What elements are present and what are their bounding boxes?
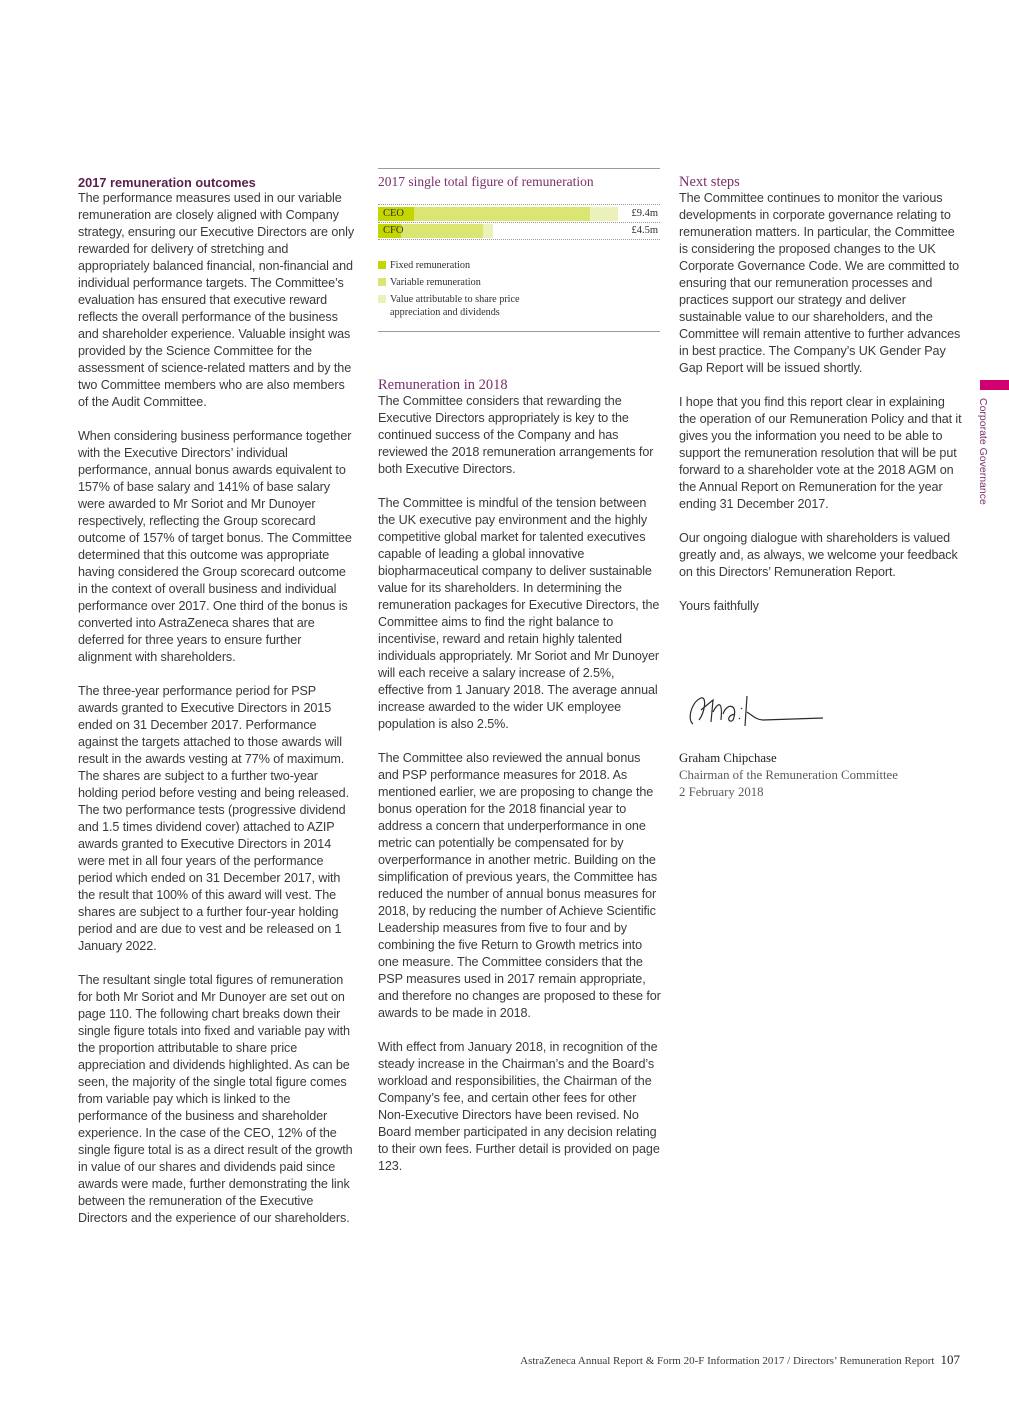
bar-ceo-series-1 bbox=[414, 207, 590, 221]
paragraph: The performance measures used in our variable remuneration are closely aligned with Company strategy, ensuring our Executive Directors are only rewarded for delivery of stretching and appropriately balanced financial, non-financial and individual performance targets. The Committee’s evaluation has ensured that executive reward reflects the overall performance of the business and shareholder experience. Valuable insight was provided by the Science Committee for the assessment of science-related matters and by the two Committee members who are also members of the Audit Committee. bbox=[78, 191, 355, 409]
legend-share-value bbox=[378, 293, 638, 321]
chart-row-ceo bbox=[378, 207, 660, 221]
section-heading-2017-outcomes: 2017 remuneration outcomes bbox=[78, 175, 256, 190]
bar-cfo-series-2 bbox=[483, 224, 493, 238]
paragraph: Yours faithfully bbox=[679, 599, 759, 613]
signer-date: 2 February 2018 bbox=[679, 785, 764, 799]
bar-cfo-series-1 bbox=[401, 224, 483, 238]
chart-dotted-line bbox=[378, 222, 660, 223]
section-side-label: Corporate Governance bbox=[977, 398, 989, 505]
legend-label: Variable remuneration bbox=[390, 277, 481, 288]
section-tab-marker bbox=[980, 380, 1009, 390]
paragraph: The resultant single total figures of remuneration for both Mr Soriot and Mr Dunoyer are set out on page 110. The following chart breaks down their single figure totals into fixed and variable pay with the proportion attributable to share price appreciation and dividends highlighted. As can be seen, the majority of the single total figure comes from variable pay which is linked to the performance of the business and shareholder experience. In the case of the CEO, 12% of the single figure total is as a direct result of the growth in value of our shares and dividends paid since awards were made, further demonstrating the link between the remuneration of the Executive Directors and the experience of our shareholders. bbox=[78, 973, 353, 1225]
legend-label: Value attributable to share price appreciation and dividends bbox=[390, 294, 520, 318]
legend-swatch bbox=[378, 295, 386, 303]
signer-name: Graham Chipchase bbox=[679, 751, 777, 765]
row-value: £9.4m bbox=[631, 208, 658, 219]
section-heading-remuneration-2018: Remuneration in 2018 bbox=[378, 377, 508, 393]
paragraph: I hope that you find this report clear in explaining the operation of our Remuneration Policy and that it gives you the information you need to be able to support the remuneration resolution that will be put forward to a shareholder vote at the 2018 AGM on the Annual Report on Remuneration for the year ending 31 December 2017. bbox=[679, 395, 962, 511]
paragraph: The Committee also reviewed the annual bonus and PSP performance measures for 2018. As mentioned earlier, we are proposing to change the bonus operation for the 2018 financial year to address a concern that underperformance in one metric can potentially be compensated for by overperformance in another metric. Building on the simplification of previous years, the Committee has reduced the number of annual bonus measures for 2018, by reducing the number of Achieve Scientific Leadership measures from five to four and by combining the five Return to Growth metrics into one measure. The Committee considers that the PSP measures used in 2017 remain appropriate, and therefore no changes are proposed to these for awards to be made in 2018. bbox=[378, 751, 661, 1020]
paragraph: With effect from January 2018, in recognition of the steady increase in the Chairman’s and the Board’s workload and responsibilities, the Chairman of the Company’s fee, and certain other fees for other Non-Executive Directors have been revised. No Board member participated in any decision relating to their own fees. Further detail is provided on page 123. bbox=[378, 1040, 660, 1173]
bar-ceo-series-2 bbox=[590, 207, 618, 221]
column-1-body bbox=[78, 190, 358, 1244]
legend-swatch bbox=[378, 278, 386, 286]
page-number: 107 bbox=[940, 1352, 960, 1367]
row-label: CFO bbox=[383, 225, 404, 236]
row-value: £4.5m bbox=[631, 225, 658, 236]
footer-text: AstraZeneca Annual Report & Form 20-F Information 2017 / Directors’ Remuneration Report bbox=[520, 1355, 935, 1367]
signer-title: Chairman of the Remuneration Committee bbox=[679, 768, 898, 782]
page-footer bbox=[440, 1352, 960, 1368]
paragraph: The Committee is mindful of the tension between the UK executive pay environment and the highly competitive global market for talented executives capable of leading a global innovative biopharmaceutical company to deliver sustainable value for its shareholders. In determining the remuneration packages for Executive Directors, the Committee aims to find the right balance to incentivise, reward and retain highly talented individuals appropriately. Mr Soriot and Mr Dunoyer will each receive a salary increase of 2.5%, effective from 1 January 2018. The average annual increase awarded to the wider UK employee population is also 2.5%. bbox=[378, 496, 660, 731]
legend-fixed bbox=[378, 259, 638, 273]
paragraph: The Committee considers that rewarding the Executive Directors appropriately is key to the continued success of the Company and has reviewed the 2018 remuneration arrangements for both Executive Directors. bbox=[378, 394, 654, 476]
signature bbox=[683, 690, 828, 735]
column-3-body bbox=[679, 190, 963, 632]
chart-top-rule bbox=[378, 168, 660, 169]
paragraph: The Committee continues to monitor the various developments in corporate governance relating to remuneration matters. In particular, the Committee is considering the proposed changes to the UK Corporate Governance Code. We are committed to ensuring that our remuneration processes and practices support our strategy and deliver sustainable value to our shareholders, and the Committee will remain attentive to further advances in best practice. The Company’s UK Gender Pay Gap Report will be issued shortly. bbox=[679, 191, 961, 375]
chart-dotted-line bbox=[378, 204, 660, 205]
section-heading-next-steps: Next steps bbox=[679, 174, 740, 190]
legend-variable bbox=[378, 276, 638, 290]
legend-swatch bbox=[378, 261, 386, 269]
legend-label: Fixed remuneration bbox=[390, 260, 471, 271]
column-2-body bbox=[378, 393, 662, 1192]
paragraph: Our ongoing dialogue with shareholders is valued greatly and, as always, we welcome your feedback on this Directors’ Remuneration Report. bbox=[679, 531, 958, 579]
chart-title: 2017 single total figure of remuneration bbox=[378, 174, 594, 189]
chart-dotted-line bbox=[378, 239, 660, 240]
paragraph: The three-year performance period for PSP awards granted to Executive Directors in 2015 ended on 31 December 2017. Performance against the targets attached to those awards will result in the awards vesting at 77% of maximum. The shares are subject to a further two-year holding period before vesting and being released. The two performance tests (progressive dividend and 1.5 times dividend cover) attached to AZIP awards granted to Executive Directors in 2014 were met in all four years of the performance period which ended on 31 December 2017, with the result that 100% of this award will vest. The shares are subject to a further four-year holding period and are due to vest and be released on 1 January 2022. bbox=[78, 684, 349, 953]
chart-bottom-rule bbox=[378, 331, 660, 332]
row-label: CEO bbox=[383, 208, 404, 219]
chart-row-cfo bbox=[378, 224, 660, 238]
paragraph: When considering business performance together with the Executive Directors’ individual performance, annual bonus awards equivalent to 157% of base salary and 141% of base salary were awarded to Mr Soriot and Mr Dunoyer respectively, reflecting the Group scorecard outcome of 157% of target bonus. The Committee determined that this outcome was appropriate having considered the Group scorecard outcome in the context of overall business and individual performance over 2017. One third of the bonus is converted into AstraZeneca shares that are deferred for three years to ensure further alignment with shareholders. bbox=[78, 429, 352, 664]
